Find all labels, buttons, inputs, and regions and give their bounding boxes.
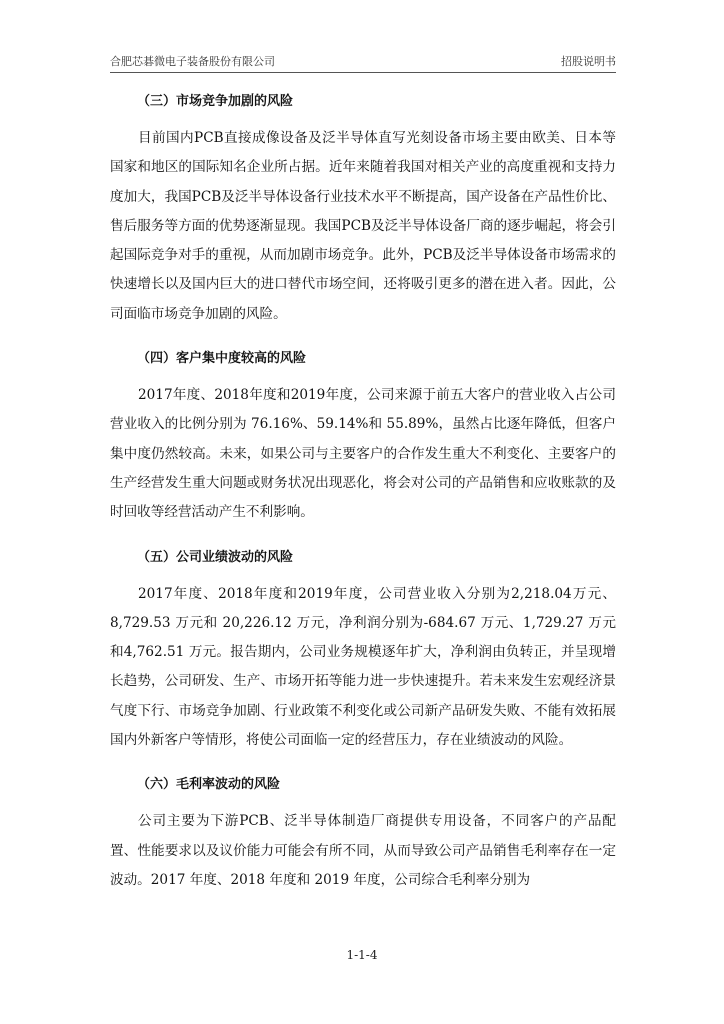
section-heading: （三）市场竞争加剧的风险 <box>137 94 294 109</box>
section-paragraph: 2017年度、2018年度和2019年度，公司来源于前五大客户的营业收入占公司营业收入的比例分别为 76.16%、59.14%和 55.89%，虽然占比逐年降低，但客户集中度仍然较高。未来，如果公司与主要客户的合作发生重大不利变化、主要客户的生产经营发生重大问题或财务状况出现恶化，将会对公司的产品销售和应收账款的及时回收等经营活动产生不利影响。 <box>110 387 616 521</box>
section-customer-concentration <box>110 345 616 527</box>
section-paragraph: 2017年度、2018年度和2019年度，公司营业收入分别为2,218.04万元、8,729.53 万元和 20,226.12 万元，净利润分别为-684.67 万元、1,729.27 万元和4,762.51 万元。报告期内，公司业务规模逐年扩大，净利润由负转正，并呈现增长趋势，公司研发、生产、市场开拓等能力进一步快速提升。若未来发生宏观经济景气度下行、市场竞争加剧、行业政策不利变化或公司新产品研发失败、不能有效拓展国内外新客户等情形，将使公司面临一定的经营压力，存在业绩波动的风险。 <box>110 585 616 749</box>
section-paragraph: 公司主要为下游PCB、泛半导体制造厂商提供专用设备，不同客户的产品配置、性能要求以及议价能力可能会有所不同，从而导致公司产品销售毛利率存在一定波动。2017 年度、2018 年度和 2019 年度，公司综合毛利率分别为 <box>110 813 616 888</box>
page-number: 1-1-4 <box>346 948 378 962</box>
section-market-competition <box>110 88 616 329</box>
section-performance-volatility <box>110 544 616 756</box>
section-gross-margin <box>110 771 616 895</box>
section-paragraph: 目前国内PCB直接成像设备及泛半导体直写光刻设备市场主要由欧美、日本等国家和地区的国际知名企业所占据。近年来随着我国对相关产业的高度重视和支持力度加大，我国PCB及泛半导体设备行业技术水平不断提高，国产设备在产品性价比、售后服务等方面的优势逐渐显现。我国PCB及泛半导体设备厂商的逐步崛起，将会引起国际竞争对手的重视，从而加剧市场竞争。此外，PCB及泛半导体设备市场需求的快速增长以及国内巨大的进口替代市场空间，还将吸引更多的潜在进入者。因此，公司面临市场竞争加剧的风险。 <box>110 130 616 322</box>
document-body <box>110 88 616 895</box>
section-heading: （五）公司业绩波动的风险 <box>137 549 294 565</box>
page-header <box>110 50 616 73</box>
section-heading: （四）客户集中度较高的风险 <box>137 351 307 367</box>
header-company-name: 合肥芯碁微电子装备股份有限公司 <box>110 55 275 68</box>
section-heading: （六）毛利率波动的风险 <box>137 777 281 793</box>
header-document-type: 招股说明书 <box>561 55 616 68</box>
